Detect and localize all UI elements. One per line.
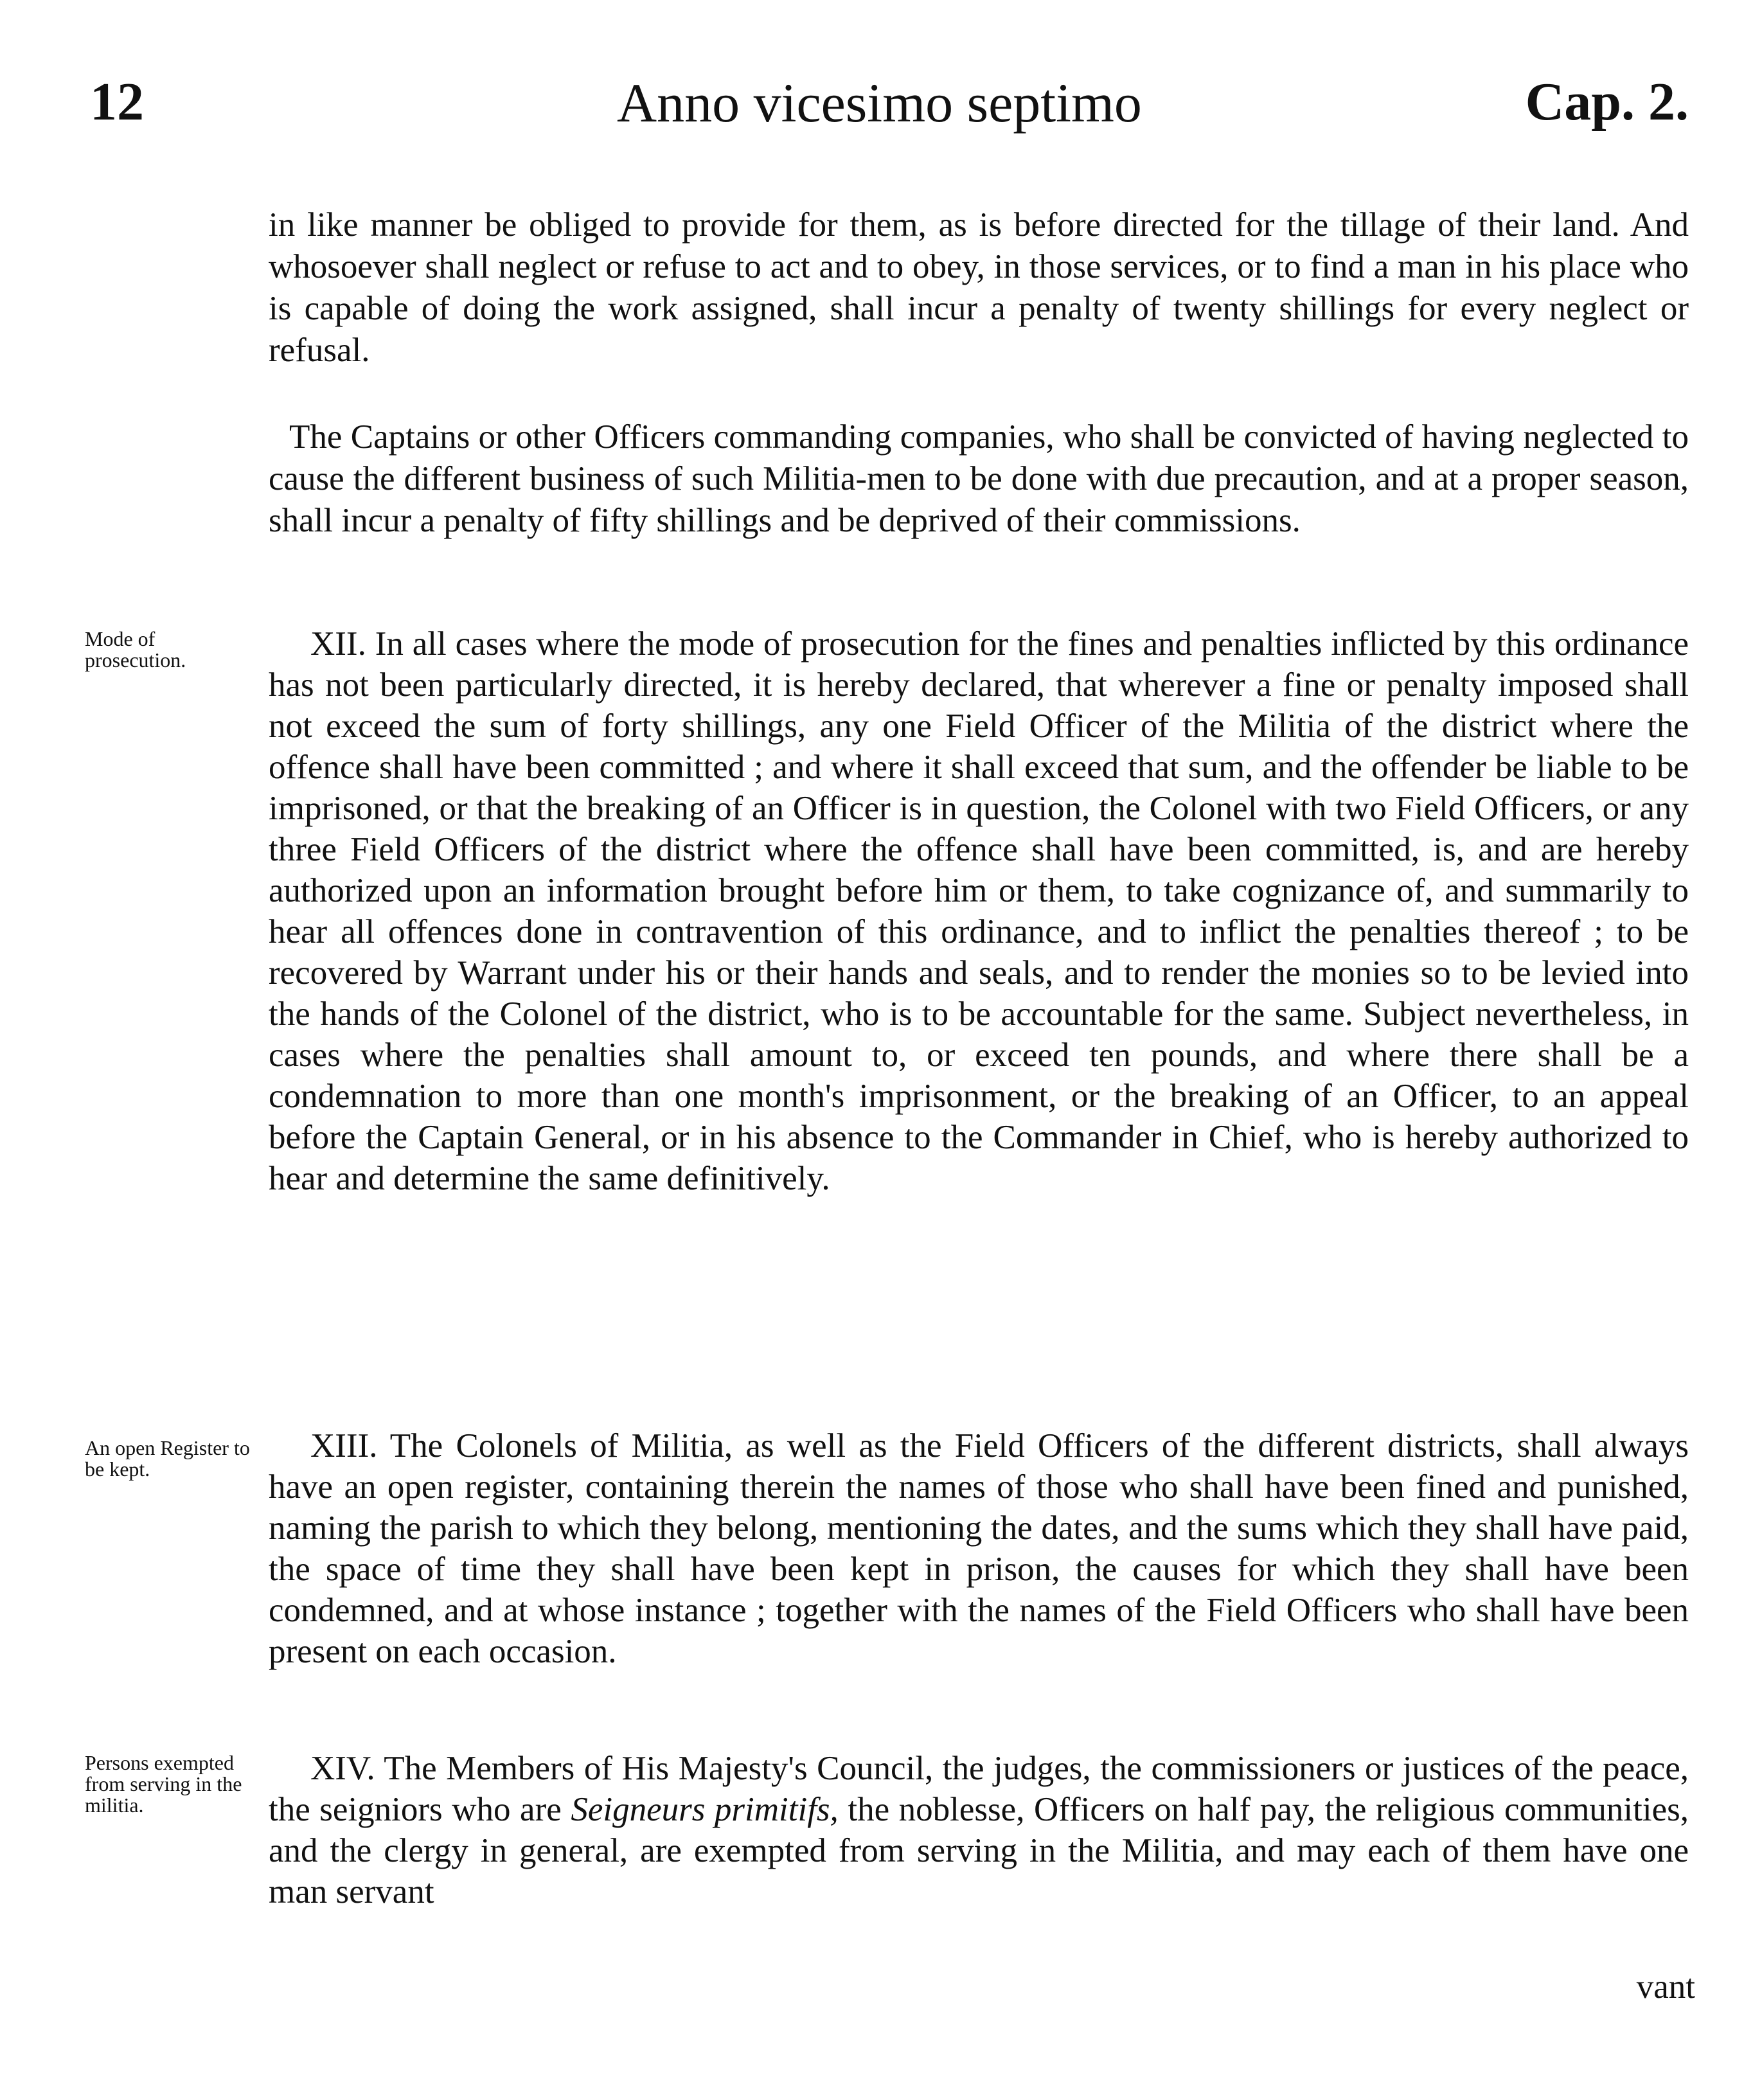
catchword: vant xyxy=(1636,1968,1695,2006)
page-header xyxy=(90,71,1689,141)
page-number: 12 xyxy=(90,72,144,132)
margin-note-xiv: Persons exempted from serving in the militia. xyxy=(85,1751,242,1817)
section-text-xii: In all cases where the mode of prosecution for the fines and penalties inflicted by this ordinance has not been particularly directed, it is hereby declared, that wherever a fine or penalty imposed shall not exceed the sum of forty shillings, any one Field Officer of the Militia of the district where the offence shall have been committed ; and where it shall exceed that sum, and the offender be liable to be imprisoned, or that the breaking of an Officer is in question, the Colonel with two Field Officers, or any three Field Officers of the district where the offence shall have been committed, is, and are hereby authorized upon an information brought before him or them, to take cognizance of, and summarily to hear all offences done in contravention of this ordinance, and to inflict the penalties thereof ; to be recovered by Warrant under his or their hands and seals, and to render the monies so to be levied into the hands of the Colonel of the district, who is to be accountable for the same. Subject nevertheless, in cases where the penalties shall amount to, or exceed ten pounds, and where there shall be a condemnation to more than one month's imprisonment, or the breaking of an Officer, to an appeal before the Captain General, or in his absence to the Commander in Chief, who is hereby authorized to hear and determine the same definitively. xyxy=(269,625,1689,1197)
section-xiv xyxy=(269,1748,1689,1912)
section-text-xiv-b: the noblesse, Officers on half pay, the religious communities, and the clergy in general, are exempted from serving in the Militia, and may each of them have one man servant xyxy=(269,1791,1689,1910)
section-number-xiv: XIV. xyxy=(310,1750,375,1787)
margin-note-xii: Mode of prosecution. xyxy=(85,627,186,672)
section-text-xiii: The Colonels of Militia, as well as the Field Officers of the different districts, shall always have an open register, containing therein the names of those who shall have been fined and punished, naming the parish to which they belong, mentioning the dates, and the sums which they shall have paid, the space of time they shall have been kept in prison, the causes for which they shall have been condemned, and at whose instance ; together with the names of the Field Officers who shall have been present on each occasion. xyxy=(269,1427,1689,1670)
paragraph-captains: The Captains or other Officers commanding companies, who shall be convicted of having neglected to cause the different business of such Militia-men to be done with due precaution, and at a proper season, shall incur a penalty of fifty shillings and be deprived of their commissions. xyxy=(269,418,1689,539)
chapter-label: Cap. 2. xyxy=(1525,72,1689,132)
margin-note-xiii: An open Register to be kept. xyxy=(85,1436,250,1481)
section-xiii xyxy=(269,1425,1689,1672)
section-number-xiii: XIII. xyxy=(310,1427,378,1464)
running-title: Anno vicesimo septimo xyxy=(617,72,1142,134)
section-number-xii: XII. xyxy=(310,625,366,663)
section-text-xiv-a: The Members of His Majesty's Council, the judges, the commissioners or justices of the peace, the seigniors who are xyxy=(269,1750,1689,1828)
section-xii xyxy=(269,623,1689,1199)
paragraph-continuation: in like manner be obliged to provide for them, as is before directed for the tillage of their land. And whosoever shall neglect or refuse to act and to obey, in those services, or to find a man in his place who is capable of doing the work assigned, shall incur a penalty of twenty shillings for every neglect or refusal. xyxy=(269,206,1689,369)
section-text-xiv-italic: Seigneurs primitifs, xyxy=(571,1791,839,1828)
